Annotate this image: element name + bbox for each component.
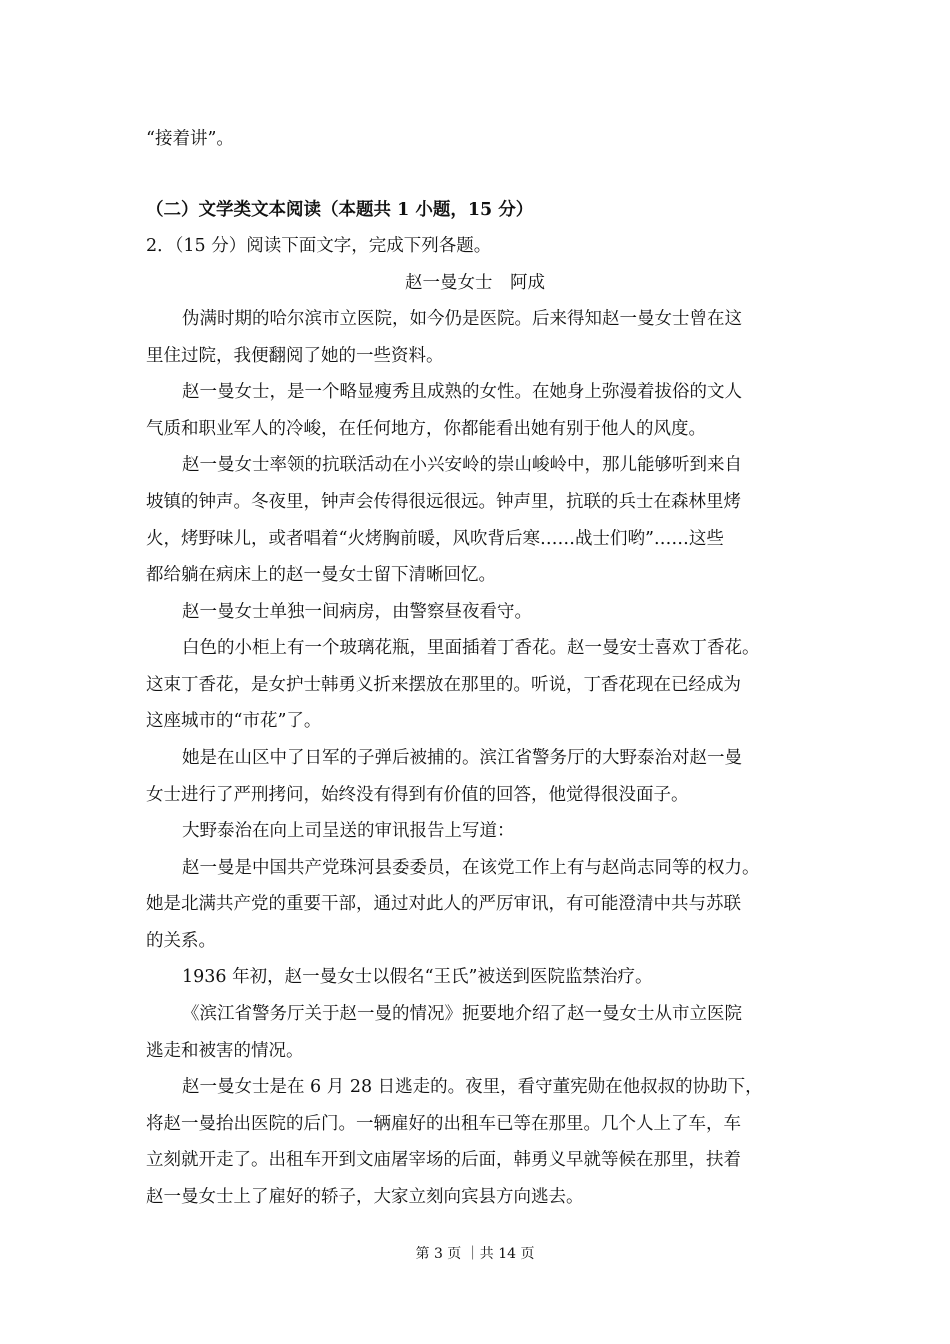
- prev-question-ending: “接着讲”。: [146, 129, 234, 149]
- paragraph-line: 赵一曼女士是在 6 月 28 日逃走的。夜里，看守董宪勋在他叔叔的协助下，: [182, 1077, 763, 1097]
- paragraph-line: 气质和职业军人的冷峻，在任何地方，你都能看出她有别于他人的风度。: [146, 419, 706, 439]
- paragraph-line: 赵一曼女士上了雇好的轿子，大家立刻向宾县方向逃去。: [146, 1187, 584, 1207]
- paragraph-line: 逃走和被害的情况。: [146, 1041, 304, 1061]
- paragraph-line: 这座城市的“市花”了。: [146, 711, 322, 731]
- paragraph-line: 她是北满共产党的重要干部，通过对此人的严厉审讯，有可能澄清中共与苏联: [146, 894, 741, 914]
- paragraph-line: 伪满时期的哈尔滨市立医院，如今仍是医院。后来得知赵一曼女士曾在这: [182, 309, 742, 329]
- paragraph-line: 坡镇的钟声。冬夜里，钟声会传得很远很远。钟声里，抗联的兵士在森林里烤: [146, 492, 741, 512]
- page-number-footer: 第 3 页 ｜共 14 页: [415, 1246, 535, 1262]
- paragraph-line: 赵一曼女士单独一间病房，由警察昼夜看守。: [182, 602, 532, 622]
- passage-title: 赵一曼女士 阿成: [405, 273, 545, 293]
- paragraph-line: 这束丁香花，是女护士韩勇义折来摆放在那里的。听说，丁香花现在已经成为: [146, 675, 741, 695]
- paragraph-line: 都给躺在病床上的赵一曼女士留下清晰回忆。: [146, 565, 496, 585]
- paragraph-line: 里住过院，我便翻阅了她的一些资料。: [146, 346, 444, 366]
- paragraph-line: 火，烤野味儿，或者唱着“火烤胸前暖，风吹背后寒……战士们哟”……这些: [146, 529, 724, 549]
- paragraph-line: 立刻就开走了。出租车开到文庙屠宰场的后面，韩勇义早就等候在那里，扶着: [146, 1150, 741, 1170]
- paragraph-line: 赵一曼女士，是一个略显瘦秀且成熟的女性。在她身上弥漫着拔俗的文人: [182, 382, 742, 402]
- paragraph-line: 赵一曼是中国共产党珠河县委委员，在该党工作上有与赵尚志同等的权力。: [182, 858, 760, 878]
- question-prompt: 2．（15 分）阅读下面文字，完成下列各题。: [146, 236, 492, 256]
- paragraph-line: 的关系。: [146, 931, 216, 951]
- paragraph-line: 女士进行了严刑拷问，始终没有得到有价值的回答，他觉得很没面子。: [146, 785, 689, 805]
- paragraph-line: 她是在山区中了日军的子弹后被捕的。滨江省警务厅的大野泰治对赵一曼: [182, 748, 742, 768]
- paragraph-line: 《滨江省警务厅关于赵一曼的情况》扼要地介绍了赵一曼女士从市立医院: [182, 1004, 742, 1024]
- paragraph-line: 将赵一曼抬出医院的后门。一辆雇好的出租车已等在那里。几个人上了车，车: [146, 1114, 741, 1134]
- section-heading: （二）文学类文本阅读（本题共 1 小题，15 分）: [146, 200, 534, 220]
- paragraph-line: 大野泰治在向上司呈送的审讯报告上写道：: [182, 821, 515, 841]
- paragraph-line: 赵一曼女士率领的抗联活动在小兴安岭的崇山峻岭中，那儿能够听到来自: [182, 455, 742, 475]
- paragraph-line: 1936 年初，赵一曼女士以假名“王氏”被送到医院监禁治疗。: [182, 967, 653, 987]
- paragraph-line: 白色的小柜上有一个玻璃花瓶，里面插着丁香花。赵一曼安士喜欢丁香花。: [182, 638, 760, 658]
